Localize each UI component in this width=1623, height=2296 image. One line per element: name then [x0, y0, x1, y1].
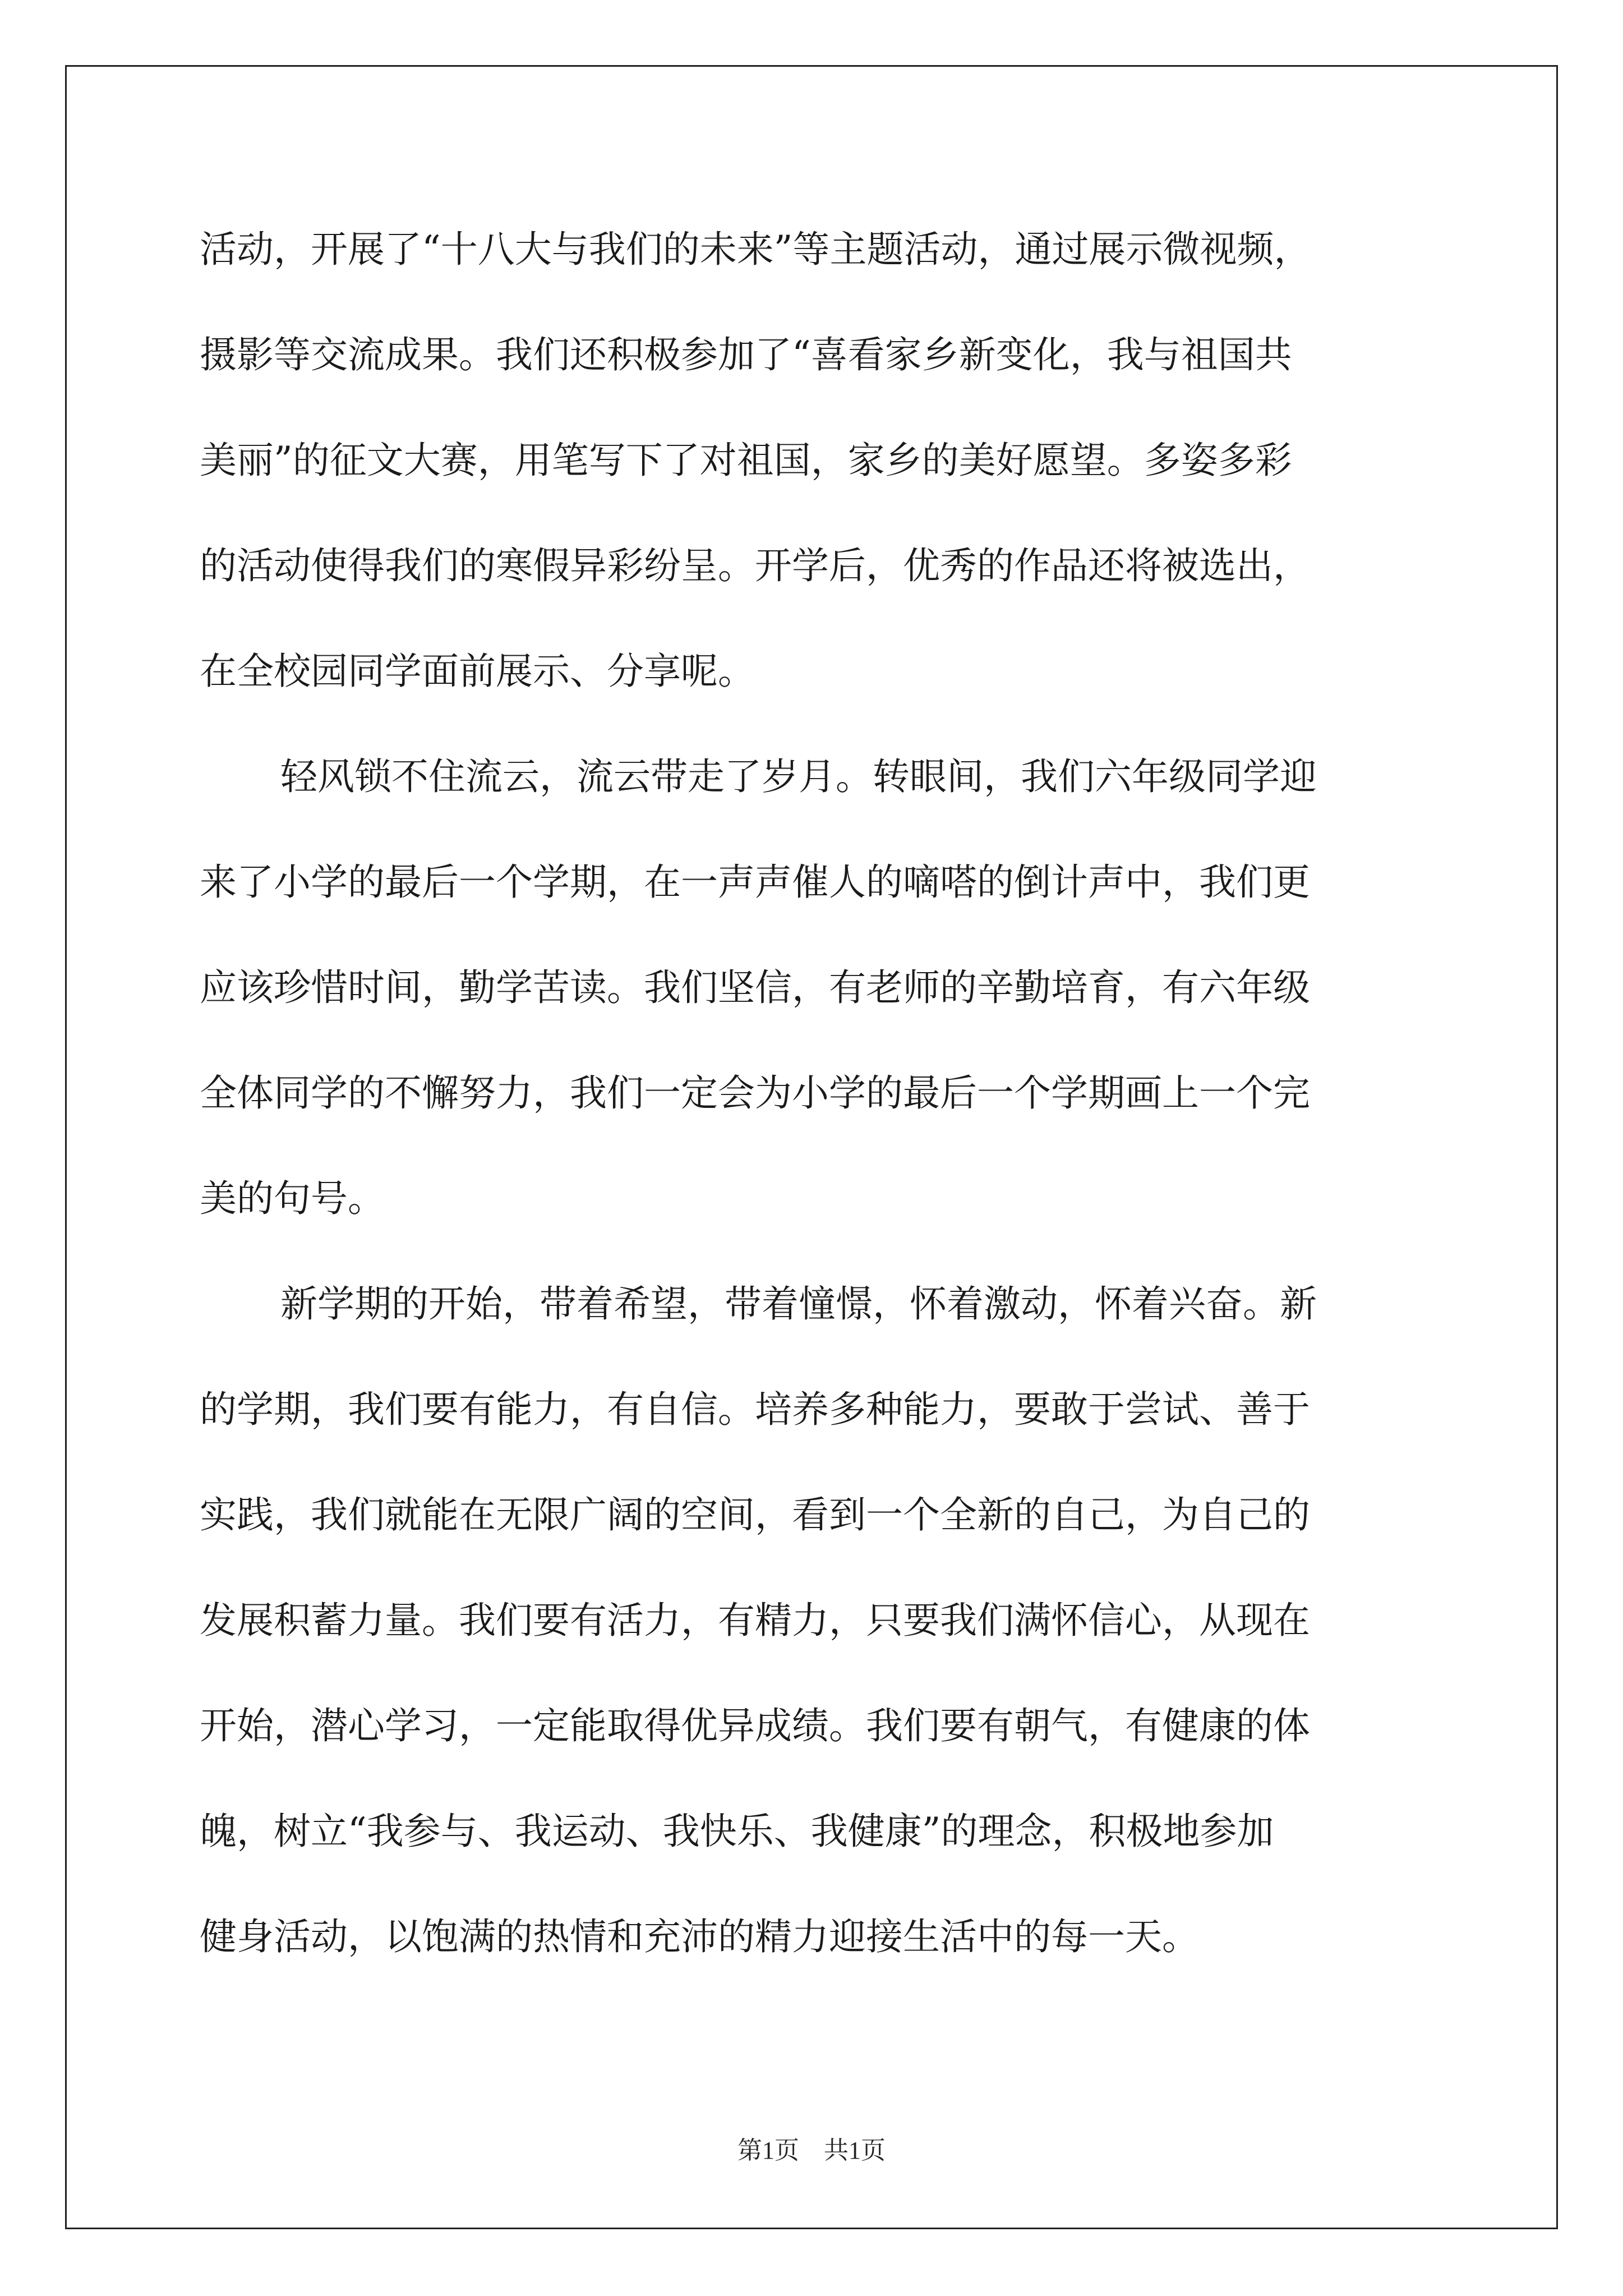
- page-border: [65, 65, 1558, 2229]
- text-line: 的活动使得我们的寒假异彩纷呈。开学后，优秀的作品还将被选出，: [200, 544, 1310, 587]
- text-line: 应该珍惜时间，勤学苦读。我们坚信，有老师的辛勤培育，有六年级: [200, 966, 1310, 1009]
- page-footer: 第1页 共1页: [737, 2137, 886, 2164]
- text-line: 开始，潜心学习，一定能取得优异成绩。我们要有朝气，有健康的体: [200, 1704, 1310, 1747]
- paragraph-first-line: 轻风锁不住流云，流云带走了岁月。转眼间，我们六年级同学迎: [280, 755, 1317, 798]
- text-line: 美的句号。: [200, 1177, 385, 1220]
- text-line: 摄影等交流成果。我们还积极参加了“喜看家乡新变化，我与祖国共: [200, 333, 1292, 376]
- text-line: 发展积蓄力量。我们要有活力，有精力，只要我们满怀信心，从现在: [200, 1599, 1310, 1642]
- text-line: 健身活动，以饱满的热情和充沛的精力迎接生活中的每一天。: [200, 1915, 1199, 1958]
- text-line: 美丽”的征文大赛，用笔写下了对祖国，家乡的美好愿望。多姿多彩: [200, 439, 1292, 482]
- text-line: 来了小学的最后一个学期，在一声声催人的嘀嗒的倒计声中，我们更: [200, 861, 1310, 904]
- text-line: 在全校园同学面前展示、分享呢。: [200, 650, 755, 693]
- text-line: 全体同学的不懈努力，我们一定会为小学的最后一个学期画上一个完: [200, 1071, 1310, 1115]
- text-line: 魄，树立“我参与、我运动、我快乐、我健康”的理念，积极地参加: [200, 1810, 1274, 1853]
- text-line: 的学期，我们要有能力，有自信。培养多种能力，要敢于尝试、善于: [200, 1388, 1310, 1431]
- text-line: 实践，我们就能在无限广阔的空间，看到一个全新的自己，为自己的: [200, 1493, 1310, 1536]
- paragraph-first-line: 新学期的开始，带着希望，带着憧憬，怀着激动，怀着兴奋。新: [280, 1282, 1317, 1326]
- text-line: 活动，开展了“十八大与我们的未来”等主题活动，通过展示微视频，: [200, 228, 1311, 271]
